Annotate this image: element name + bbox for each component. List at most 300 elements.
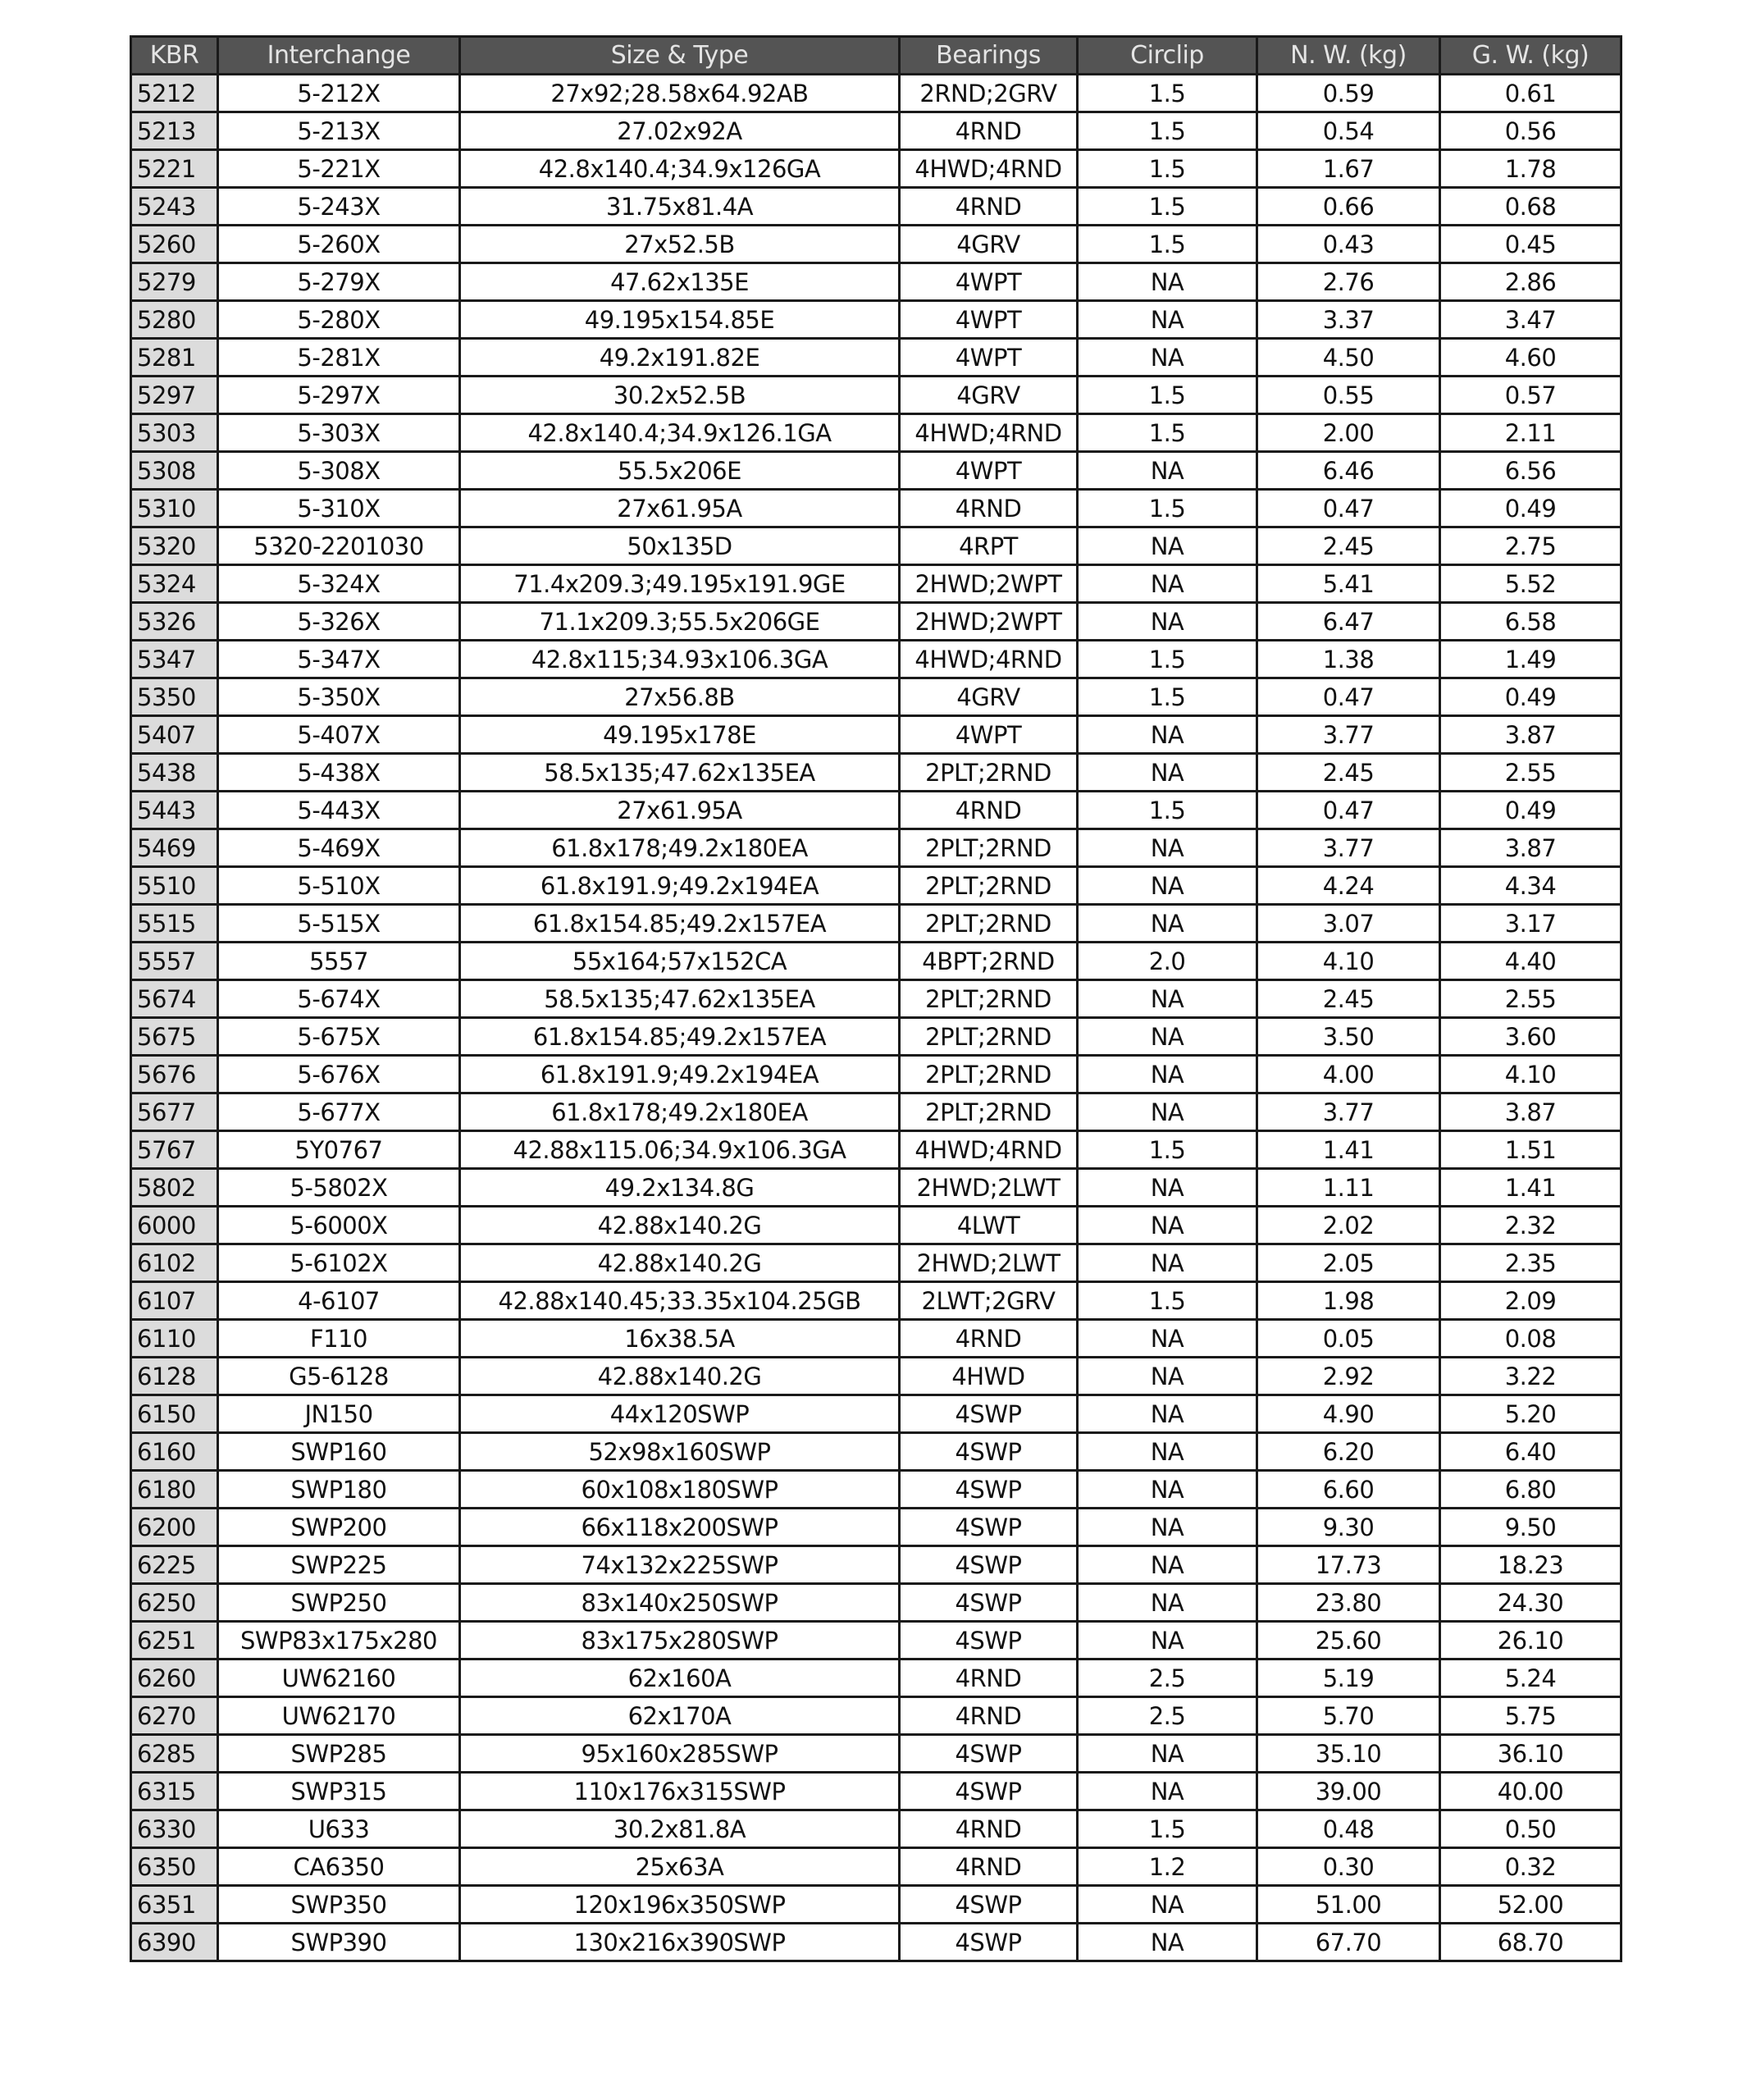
kbr-cell: 5438	[131, 754, 218, 792]
circlip-cell: NA	[1078, 980, 1257, 1018]
size-type-cell: 120x196x350SWP	[460, 1886, 900, 1924]
size-type-cell: 42.8x140.4;34.9x126GA	[460, 150, 900, 188]
gross-weight-cell: 3.22	[1440, 1358, 1621, 1395]
net-weight-cell: 2.00	[1257, 414, 1440, 452]
gross-weight-cell: 5.24	[1440, 1659, 1621, 1697]
circlip-cell: NA	[1078, 1169, 1257, 1207]
gross-weight-cell: 0.45	[1440, 226, 1621, 263]
gross-weight-cell: 40.00	[1440, 1773, 1621, 1810]
kbr-cell: 5557	[131, 943, 218, 980]
table-row	[131, 377, 1621, 414]
bearings-cell: 2RND;2GRV	[900, 75, 1078, 112]
gross-weight-cell: 0.57	[1440, 377, 1621, 414]
size-type-cell: 62x170A	[460, 1697, 900, 1735]
size-type-cell: 44x120SWP	[460, 1395, 900, 1433]
interchange-cell: 5-6000X	[218, 1207, 460, 1244]
net-weight-cell: 0.55	[1257, 377, 1440, 414]
circlip-cell: NA	[1078, 1509, 1257, 1546]
table-row	[131, 1810, 1621, 1848]
net-weight-cell: 5.19	[1257, 1659, 1440, 1697]
interchange-cell: U633	[218, 1810, 460, 1848]
table-row	[131, 490, 1621, 527]
table-row	[131, 905, 1621, 943]
gross-weight-cell: 2.09	[1440, 1282, 1621, 1320]
interchange-cell: 4-6107	[218, 1282, 460, 1320]
table-row	[131, 1622, 1621, 1659]
kbr-cell: 6000	[131, 1207, 218, 1244]
interchange-cell: 5-326X	[218, 603, 460, 641]
size-type-cell: 58.5x135;47.62x135EA	[460, 980, 900, 1018]
net-weight-cell: 17.73	[1257, 1546, 1440, 1584]
header-circlip: Circlip	[1078, 37, 1257, 75]
bearings-cell: 4SWP	[900, 1433, 1078, 1471]
bearings-cell: 2PLT;2RND	[900, 1018, 1078, 1056]
circlip-cell: NA	[1078, 527, 1257, 565]
kbr-cell: 5326	[131, 603, 218, 641]
header-row	[131, 37, 1621, 75]
kbr-cell: 5802	[131, 1169, 218, 1207]
size-type-cell: 61.8x178;49.2x180EA	[460, 1093, 900, 1131]
net-weight-cell: 67.70	[1257, 1924, 1440, 1961]
net-weight-cell: 6.60	[1257, 1471, 1440, 1509]
net-weight-cell: 0.30	[1257, 1848, 1440, 1886]
net-weight-cell: 0.66	[1257, 188, 1440, 226]
size-type-cell: 42.88x140.45;33.35x104.25GB	[460, 1282, 900, 1320]
bearings-cell: 4HWD;4RND	[900, 150, 1078, 188]
net-weight-cell: 0.47	[1257, 490, 1440, 527]
size-type-cell: 60x108x180SWP	[460, 1471, 900, 1509]
gross-weight-cell: 1.78	[1440, 150, 1621, 188]
net-weight-cell: 2.45	[1257, 527, 1440, 565]
interchange-cell: UW62160	[218, 1659, 460, 1697]
kbr-cell: 5677	[131, 1093, 218, 1131]
size-type-cell: 16x38.5A	[460, 1320, 900, 1358]
kbr-cell: 6315	[131, 1773, 218, 1810]
gross-weight-cell: 1.51	[1440, 1131, 1621, 1169]
interchange-cell: CA6350	[218, 1848, 460, 1886]
net-weight-cell: 4.50	[1257, 339, 1440, 377]
kbr-cell: 5243	[131, 188, 218, 226]
bearings-cell: 4SWP	[900, 1622, 1078, 1659]
gross-weight-cell: 2.55	[1440, 980, 1621, 1018]
table-row	[131, 565, 1621, 603]
gross-weight-cell: 0.49	[1440, 490, 1621, 527]
gross-weight-cell: 1.41	[1440, 1169, 1621, 1207]
interchange-cell: 5-281X	[218, 339, 460, 377]
kbr-cell: 6107	[131, 1282, 218, 1320]
kbr-cell: 5350	[131, 678, 218, 716]
size-type-cell: 62x160A	[460, 1659, 900, 1697]
interchange-cell: 5-350X	[218, 678, 460, 716]
table-body	[131, 75, 1621, 1961]
net-weight-cell: 1.98	[1257, 1282, 1440, 1320]
table-row	[131, 1093, 1621, 1131]
table-row	[131, 603, 1621, 641]
interchange-cell: 5-677X	[218, 1093, 460, 1131]
kbr-cell: 6330	[131, 1810, 218, 1848]
circlip-cell: NA	[1078, 905, 1257, 943]
bearings-cell: 4WPT	[900, 339, 1078, 377]
gross-weight-cell: 4.40	[1440, 943, 1621, 980]
interchange-cell: 5-213X	[218, 112, 460, 150]
net-weight-cell: 5.70	[1257, 1697, 1440, 1735]
interchange-cell: SWP180	[218, 1471, 460, 1509]
circlip-cell: 1.5	[1078, 112, 1257, 150]
bearings-cell: 4GRV	[900, 678, 1078, 716]
net-weight-cell: 3.37	[1257, 301, 1440, 339]
circlip-cell: NA	[1078, 1358, 1257, 1395]
circlip-cell: NA	[1078, 1093, 1257, 1131]
interchange-cell: 5-347X	[218, 641, 460, 678]
gross-weight-cell: 0.49	[1440, 792, 1621, 829]
bearings-cell: 4RND	[900, 1659, 1078, 1697]
gross-weight-cell: 26.10	[1440, 1622, 1621, 1659]
table-row	[131, 1509, 1621, 1546]
net-weight-cell: 35.10	[1257, 1735, 1440, 1773]
net-weight-cell: 23.80	[1257, 1584, 1440, 1622]
circlip-cell: 1.5	[1078, 678, 1257, 716]
gross-weight-cell: 0.68	[1440, 188, 1621, 226]
interchange-cell: JN150	[218, 1395, 460, 1433]
table-row	[131, 1584, 1621, 1622]
header-interchange: Interchange	[218, 37, 460, 75]
bearings-cell: 2PLT;2RND	[900, 754, 1078, 792]
table-row	[131, 1244, 1621, 1282]
table-row	[131, 716, 1621, 754]
kbr-cell: 5674	[131, 980, 218, 1018]
table-row	[131, 1546, 1621, 1584]
bearings-cell: 4SWP	[900, 1584, 1078, 1622]
net-weight-cell: 0.05	[1257, 1320, 1440, 1358]
table-row	[131, 263, 1621, 301]
circlip-cell: 1.5	[1078, 641, 1257, 678]
kbr-cell: 5297	[131, 377, 218, 414]
bearings-cell: 4LWT	[900, 1207, 1078, 1244]
circlip-cell: NA	[1078, 716, 1257, 754]
net-weight-cell: 5.41	[1257, 565, 1440, 603]
gross-weight-cell: 24.30	[1440, 1584, 1621, 1622]
table-row	[131, 414, 1621, 452]
size-type-cell: 31.75x81.4A	[460, 188, 900, 226]
bearings-cell: 4WPT	[900, 263, 1078, 301]
table-row	[131, 1018, 1621, 1056]
kbr-cell: 5469	[131, 829, 218, 867]
interchange-cell: 5-308X	[218, 452, 460, 490]
interchange-cell: 5320-2201030	[218, 527, 460, 565]
size-type-cell: 58.5x135;47.62x135EA	[460, 754, 900, 792]
size-type-cell: 42.88x140.2G	[460, 1207, 900, 1244]
circlip-cell: 2.0	[1078, 943, 1257, 980]
bearings-cell: 2PLT;2RND	[900, 829, 1078, 867]
gross-weight-cell: 0.50	[1440, 1810, 1621, 1848]
net-weight-cell: 1.41	[1257, 1131, 1440, 1169]
size-type-cell: 27x92;28.58x64.92AB	[460, 75, 900, 112]
table-row	[131, 1433, 1621, 1471]
table-row	[131, 452, 1621, 490]
circlip-cell: 1.5	[1078, 188, 1257, 226]
gross-weight-cell: 2.35	[1440, 1244, 1621, 1282]
table-row	[131, 678, 1621, 716]
gross-weight-cell: 5.20	[1440, 1395, 1621, 1433]
circlip-cell: NA	[1078, 565, 1257, 603]
interchange-cell: 5-297X	[218, 377, 460, 414]
interchange-cell: 5-443X	[218, 792, 460, 829]
net-weight-cell: 4.90	[1257, 1395, 1440, 1433]
gross-weight-cell: 1.49	[1440, 641, 1621, 678]
interchange-cell: SWP350	[218, 1886, 460, 1924]
bearings-cell: 2HWD;2WPT	[900, 565, 1078, 603]
circlip-cell: NA	[1078, 1773, 1257, 1810]
table-row	[131, 980, 1621, 1018]
gross-weight-cell: 3.87	[1440, 1093, 1621, 1131]
kbr-cell: 6200	[131, 1509, 218, 1546]
gross-weight-cell: 3.87	[1440, 716, 1621, 754]
size-type-cell: 52x98x160SWP	[460, 1433, 900, 1471]
size-type-cell: 61.8x178;49.2x180EA	[460, 829, 900, 867]
kbr-cell: 5510	[131, 867, 218, 905]
interchange-cell: 5-6102X	[218, 1244, 460, 1282]
bearings-cell: 2PLT;2RND	[900, 867, 1078, 905]
header-size-type: Size & Type	[460, 37, 900, 75]
header-gross-weight: G. W. (kg)	[1440, 37, 1621, 75]
kbr-cell: 6251	[131, 1622, 218, 1659]
gross-weight-cell: 4.34	[1440, 867, 1621, 905]
table-row	[131, 829, 1621, 867]
product-spec-table	[130, 35, 1622, 1962]
size-type-cell: 27x52.5B	[460, 226, 900, 263]
bearings-cell: 4BPT;2RND	[900, 943, 1078, 980]
size-type-cell: 95x160x285SWP	[460, 1735, 900, 1773]
interchange-cell: 5-515X	[218, 905, 460, 943]
gross-weight-cell: 4.10	[1440, 1056, 1621, 1093]
interchange-cell: 5-221X	[218, 150, 460, 188]
gross-weight-cell: 2.11	[1440, 414, 1621, 452]
circlip-cell: NA	[1078, 1018, 1257, 1056]
table-row	[131, 1056, 1621, 1093]
size-type-cell: 27.02x92A	[460, 112, 900, 150]
bearings-cell: 4SWP	[900, 1471, 1078, 1509]
size-type-cell: 74x132x225SWP	[460, 1546, 900, 1584]
kbr-cell: 5310	[131, 490, 218, 527]
interchange-cell: UW62170	[218, 1697, 460, 1735]
net-weight-cell: 3.77	[1257, 829, 1440, 867]
bearings-cell: 4RND	[900, 1848, 1078, 1886]
bearings-cell: 4RND	[900, 792, 1078, 829]
gross-weight-cell: 9.50	[1440, 1509, 1621, 1546]
circlip-cell: 2.5	[1078, 1659, 1257, 1697]
circlip-cell: NA	[1078, 1546, 1257, 1584]
size-type-cell: 27x56.8B	[460, 678, 900, 716]
interchange-cell: G5-6128	[218, 1358, 460, 1395]
circlip-cell: 1.5	[1078, 414, 1257, 452]
net-weight-cell: 1.67	[1257, 150, 1440, 188]
kbr-cell: 6128	[131, 1358, 218, 1395]
size-type-cell: 49.2x191.82E	[460, 339, 900, 377]
net-weight-cell: 3.77	[1257, 1093, 1440, 1131]
table-row	[131, 1773, 1621, 1810]
table-row	[131, 188, 1621, 226]
kbr-cell: 5320	[131, 527, 218, 565]
circlip-cell: NA	[1078, 1622, 1257, 1659]
interchange-cell: SWP250	[218, 1584, 460, 1622]
bearings-cell: 2LWT;2GRV	[900, 1282, 1078, 1320]
circlip-cell: 1.5	[1078, 377, 1257, 414]
circlip-cell: NA	[1078, 829, 1257, 867]
gross-weight-cell: 0.61	[1440, 75, 1621, 112]
bearings-cell: 4RND	[900, 112, 1078, 150]
gross-weight-cell: 5.52	[1440, 565, 1621, 603]
bearings-cell: 4WPT	[900, 452, 1078, 490]
table-row	[131, 792, 1621, 829]
kbr-cell: 5279	[131, 263, 218, 301]
size-type-cell: 110x176x315SWP	[460, 1773, 900, 1810]
table-row	[131, 1848, 1621, 1886]
interchange-cell: 5Y0767	[218, 1131, 460, 1169]
kbr-cell: 6285	[131, 1735, 218, 1773]
kbr-cell: 6350	[131, 1848, 218, 1886]
table-row	[131, 1697, 1621, 1735]
circlip-cell: 1.5	[1078, 75, 1257, 112]
size-type-cell: 71.4x209.3;49.195x191.9GE	[460, 565, 900, 603]
bearings-cell: 4SWP	[900, 1886, 1078, 1924]
size-type-cell: 42.88x115.06;34.9x106.3GA	[460, 1131, 900, 1169]
bearings-cell: 2HWD;2LWT	[900, 1244, 1078, 1282]
circlip-cell: NA	[1078, 1584, 1257, 1622]
gross-weight-cell: 3.17	[1440, 905, 1621, 943]
bearings-cell: 4GRV	[900, 226, 1078, 263]
gross-weight-cell: 0.08	[1440, 1320, 1621, 1358]
size-type-cell: 50x135D	[460, 527, 900, 565]
bearings-cell: 4SWP	[900, 1395, 1078, 1433]
gross-weight-cell: 3.60	[1440, 1018, 1621, 1056]
gross-weight-cell: 3.47	[1440, 301, 1621, 339]
interchange-cell: SWP83x175x280	[218, 1622, 460, 1659]
kbr-cell: 6390	[131, 1924, 218, 1961]
gross-weight-cell: 0.32	[1440, 1848, 1621, 1886]
net-weight-cell: 0.48	[1257, 1810, 1440, 1848]
interchange-cell: F110	[218, 1320, 460, 1358]
circlip-cell: NA	[1078, 1471, 1257, 1509]
interchange-cell: SWP390	[218, 1924, 460, 1961]
size-type-cell: 27x61.95A	[460, 490, 900, 527]
table-row	[131, 527, 1621, 565]
circlip-cell: NA	[1078, 1735, 1257, 1773]
bearings-cell: 4SWP	[900, 1924, 1078, 1961]
table-row	[131, 1282, 1621, 1320]
net-weight-cell: 6.47	[1257, 603, 1440, 641]
size-type-cell: 61.8x191.9;49.2x194EA	[460, 1056, 900, 1093]
gross-weight-cell: 2.86	[1440, 263, 1621, 301]
bearings-cell: 4RND	[900, 1810, 1078, 1848]
kbr-cell: 5515	[131, 905, 218, 943]
circlip-cell: NA	[1078, 1244, 1257, 1282]
table-row	[131, 1131, 1621, 1169]
circlip-cell: 1.5	[1078, 226, 1257, 263]
kbr-cell: 6260	[131, 1659, 218, 1697]
interchange-cell: 5-260X	[218, 226, 460, 263]
kbr-cell: 6102	[131, 1244, 218, 1282]
gross-weight-cell: 18.23	[1440, 1546, 1621, 1584]
bearings-cell: 2HWD;2LWT	[900, 1169, 1078, 1207]
circlip-cell: 1.2	[1078, 1848, 1257, 1886]
net-weight-cell: 25.60	[1257, 1622, 1440, 1659]
circlip-cell: NA	[1078, 1320, 1257, 1358]
net-weight-cell: 3.07	[1257, 905, 1440, 943]
circlip-cell: NA	[1078, 452, 1257, 490]
interchange-cell: 5-324X	[218, 565, 460, 603]
circlip-cell: NA	[1078, 1924, 1257, 1961]
circlip-cell: NA	[1078, 1395, 1257, 1433]
size-type-cell: 30.2x52.5B	[460, 377, 900, 414]
interchange-cell: 5-303X	[218, 414, 460, 452]
kbr-cell: 5308	[131, 452, 218, 490]
interchange-cell: 5-243X	[218, 188, 460, 226]
size-type-cell: 47.62x135E	[460, 263, 900, 301]
size-type-cell: 30.2x81.8A	[460, 1810, 900, 1848]
kbr-cell: 5443	[131, 792, 218, 829]
interchange-cell: 5-407X	[218, 716, 460, 754]
size-type-cell: 42.8x140.4;34.9x126.1GA	[460, 414, 900, 452]
net-weight-cell: 2.45	[1257, 980, 1440, 1018]
interchange-cell: 5-310X	[218, 490, 460, 527]
kbr-cell: 6110	[131, 1320, 218, 1358]
bearings-cell: 4SWP	[900, 1735, 1078, 1773]
interchange-cell: 5-279X	[218, 263, 460, 301]
bearings-cell: 4RND	[900, 490, 1078, 527]
circlip-cell: 2.5	[1078, 1697, 1257, 1735]
bearings-cell: 4SWP	[900, 1509, 1078, 1546]
table-row	[131, 301, 1621, 339]
circlip-cell: 1.5	[1078, 1131, 1257, 1169]
table-row	[131, 641, 1621, 678]
interchange-cell: SWP160	[218, 1433, 460, 1471]
circlip-cell: NA	[1078, 1433, 1257, 1471]
size-type-cell: 61.8x154.85;49.2x157EA	[460, 1018, 900, 1056]
interchange-cell: 5-676X	[218, 1056, 460, 1093]
interchange-cell: 5-212X	[218, 75, 460, 112]
net-weight-cell: 3.50	[1257, 1018, 1440, 1056]
interchange-cell: SWP225	[218, 1546, 460, 1584]
kbr-cell: 5324	[131, 565, 218, 603]
bearings-cell: 2PLT;2RND	[900, 905, 1078, 943]
size-type-cell: 49.2x134.8G	[460, 1169, 900, 1207]
table-row	[131, 339, 1621, 377]
interchange-cell: 5-280X	[218, 301, 460, 339]
interchange-cell: 5-438X	[218, 754, 460, 792]
net-weight-cell: 9.30	[1257, 1509, 1440, 1546]
kbr-cell: 6250	[131, 1584, 218, 1622]
bearings-cell: 4GRV	[900, 377, 1078, 414]
circlip-cell: 1.5	[1078, 1810, 1257, 1848]
table-row	[131, 867, 1621, 905]
net-weight-cell: 2.92	[1257, 1358, 1440, 1395]
interchange-cell: SWP200	[218, 1509, 460, 1546]
circlip-cell: NA	[1078, 603, 1257, 641]
size-type-cell: 42.88x140.2G	[460, 1244, 900, 1282]
gross-weight-cell: 68.70	[1440, 1924, 1621, 1961]
bearings-cell: 4SWP	[900, 1773, 1078, 1810]
bearings-cell: 4WPT	[900, 301, 1078, 339]
net-weight-cell: 0.59	[1257, 75, 1440, 112]
bearings-cell: 4SWP	[900, 1546, 1078, 1584]
bearings-cell: 4RND	[900, 1320, 1078, 1358]
interchange-cell: SWP285	[218, 1735, 460, 1773]
kbr-cell: 5260	[131, 226, 218, 263]
kbr-cell: 5303	[131, 414, 218, 452]
circlip-cell: NA	[1078, 1056, 1257, 1093]
circlip-cell: 1.5	[1078, 490, 1257, 527]
net-weight-cell: 51.00	[1257, 1886, 1440, 1924]
